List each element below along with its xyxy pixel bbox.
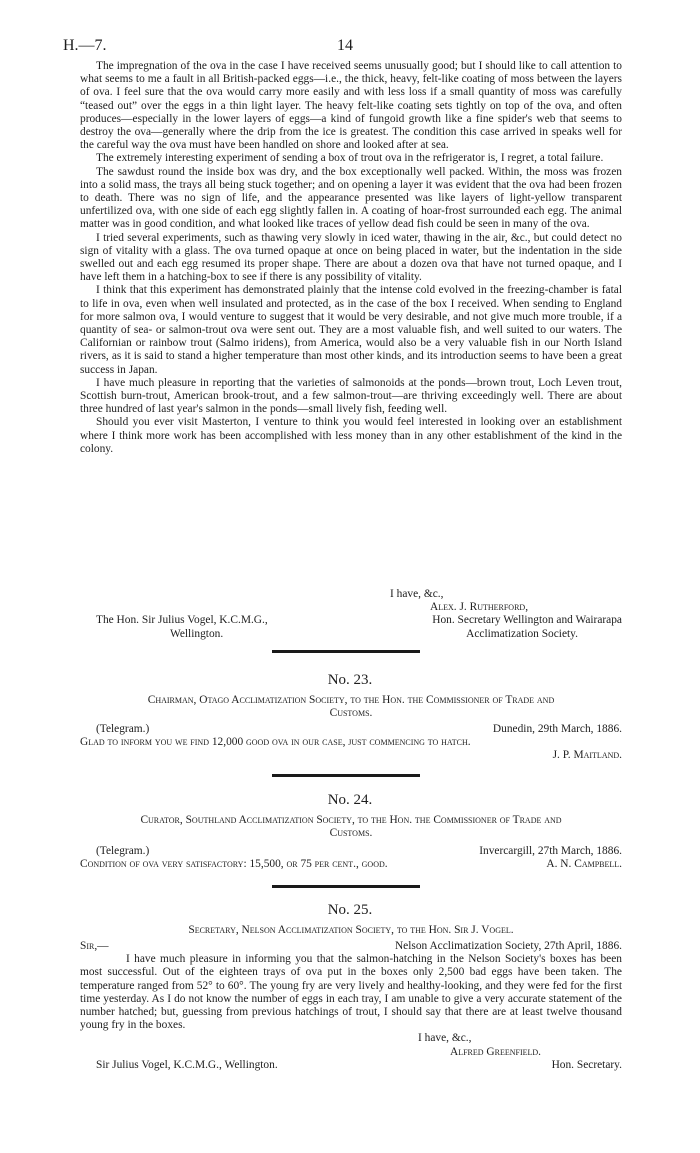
- closing-text: I have, &c.,: [390, 588, 444, 600]
- paragraph: I tried several experiments, such as thawing very slowly in iced water, thawing in the air, &c., but could detect no sign of vitality with a glass. The ova turned opaque at once on being placed in water, but the indentation in the side swelled out and each egg resumed its proper shape. There are about a dozen ova that have not turned opaque, and I have left them in a hatching-box to see if there is any possibility of vitality.: [80, 231, 622, 284]
- from-line-cont: Customs.: [329, 707, 373, 720]
- section-heading-no-23: No. 23.: [327, 672, 373, 688]
- signer-name: Alfred Greenfield.: [450, 1045, 542, 1058]
- telegram-no-23: [80, 723, 622, 763]
- telegram-message: Glad to inform you we find 12,000 good ova in our case, just commencing to hatch.: [80, 736, 471, 749]
- place-date: Nelson Acclimatization Society, 27th April, 1886.: [394, 940, 622, 952]
- telegram-no-24: [80, 845, 622, 871]
- from-line: Curator, Southland Acclimatization Society, to the Hon. the Commissioner of Trade and: [140, 814, 562, 826]
- from-line: Secretary, Nelson Acclimatization Society, to the Hon. Sir J. Vogel.: [188, 924, 514, 936]
- closing-text: I have, &c.,: [418, 1032, 472, 1045]
- section-divider: [272, 774, 420, 777]
- correspondence-line: [80, 694, 622, 721]
- section-heading-no-25: No. 25.: [327, 902, 373, 918]
- page-number: 14: [337, 37, 353, 54]
- paragraph: I have much pleasure in informing you that the salmon-hatching in the Nelson Society's boxes has been most successful. Out of the eighteen trays of ova put in the boxes only 2,500 bad eggs have been taken. The temperature ranged from 52° to 60°. The young fry are very lively and healthy-looking, and they were fed for the first time yesterday. As I do not know the number of eggs in each tray, I am unable to give a very accurate statement of the number hatched; but, guessing from previous hatchings of trout, I should say that there are at least twelve thousand young fry in the boxes.: [80, 953, 622, 1032]
- telegram-label: (Telegram.): [96, 845, 150, 857]
- signer-name: J. P. Maitland.: [552, 749, 622, 762]
- addressee-name: The Hon. Sir Julius Vogel, K.C.M.G.,: [96, 614, 268, 627]
- signer-organization: Acclimatization Society.: [466, 627, 578, 640]
- addressee-name: Sir Julius Vogel, K.C.M.G., Wellington.: [96, 1058, 278, 1071]
- paragraph: The sawdust round the inside box was dry, and the box exceptionally well packed. Within, the moss was frozen into a solid mass, the trays all being stuck together; and on opening a layer it was evident that the ova had been frozen to death. There was no sign of life, and the appearance presented was like layers of light-yellow transparent unfertilized ova, with one side of each egg slightly fallen in. A coating of hoar-frost surrounded each egg. The animal matter was in good condition, and what looked like traces of yellow dead fish could be seen in many of the ova.: [80, 165, 622, 231]
- correspondence-line: [80, 924, 622, 937]
- section-heading-no-24: No. 24.: [327, 792, 373, 808]
- place-date: Dunedin, 29th March, 1886.: [492, 723, 622, 735]
- paragraph: The extremely interesting experiment of sending a box of trout ova in the refrigerator is, I regret, a total failure.: [96, 152, 604, 165]
- paragraph: Should you ever visit Masterton, I venture to think you would feel interested in looking over an establishment where I think more work has been accomplished with less money than in any other establishment of the kind in the colony.: [80, 416, 622, 455]
- signer-title: Hon. Secretary.: [551, 1058, 622, 1071]
- addressee-location: Wellington.: [170, 627, 224, 640]
- from-line-cont: Customs.: [329, 827, 373, 840]
- place-date: Invercargill, 27th March, 1886.: [479, 845, 622, 857]
- from-line: Chairman, Otago Acclimatization Society, to the Hon. the Commissioner of Trade and: [147, 694, 555, 706]
- telegram-message: Condition of ova very satisfactory: 15,500, or 75 per cent., good.: [80, 858, 388, 871]
- telegram-label: (Telegram.): [96, 723, 150, 735]
- letter-body: [80, 60, 622, 456]
- correspondence-line: [80, 814, 622, 841]
- signer-name: Alex. J. Rutherford,: [430, 601, 529, 614]
- letter-no-25: [80, 940, 622, 1072]
- paragraph: I have much pleasure in reporting that the varieties of salmonoids at the ponds—brown trout, Loch Leven trout, Scottish burn-trout, American brook-trout, and a few salmon-trout—are thriving exceedingly well. There are about three hundred of last year's salmon in the ponds—small lively fish, feeding well.: [80, 376, 622, 416]
- section-divider: [272, 650, 420, 653]
- section-divider: [272, 885, 420, 888]
- paragraph: The impregnation of the ova in the case I have received seems unusually good; but I should like to call attention to what seems to me a fault in all British-packed eggs—i.e., the thick, heavy, felt-like coating of moss between the layers of ova. I feel sure that the ova would carry more easily and with less loss if a small quantity of moss was carefully “teased out” over the eggs in a thin light layer. The heavy felt-like coating sets tightly on top of the ova, and often produces—especially in the lower layers of eggs—a kind of fungoid growth like a fine spider's web that seems to destroy the ova—generally where the drip from the ice is greatest. The condition this case arrived in speaks well for the careful way the ova must have been handled on shore and looked after at sea.: [80, 60, 622, 152]
- signer-title: Hon. Secretary Wellington and Wairarapa: [432, 614, 622, 627]
- signer-name: A. N. Campbell.: [546, 858, 622, 871]
- document-reference: H.—7.: [63, 37, 107, 54]
- salutation: Sir,—: [80, 940, 109, 952]
- paragraph: I think that this experiment has demonstrated plainly that the intense cold evolved in the freezing-chamber is fatal to life in ova, even when well insulated and protected, as in the case of the box I received. When sending to England for more salmon ova, I would venture to suggest that it would be very desirable, and not give much more trouble, if a quantity of sea- or salmon-trout ova were sent out. They are a most valuable fish, and well suited to our waters. The Californian or rainbow trout (Salmo iridens), from America, would also be a very valuable fish in our North Island rivers, as it is said to stand a higher temperature than most other kinds, and its introduction seems to have been a great success in Japan.: [80, 284, 622, 376]
- signature-block: [80, 588, 622, 641]
